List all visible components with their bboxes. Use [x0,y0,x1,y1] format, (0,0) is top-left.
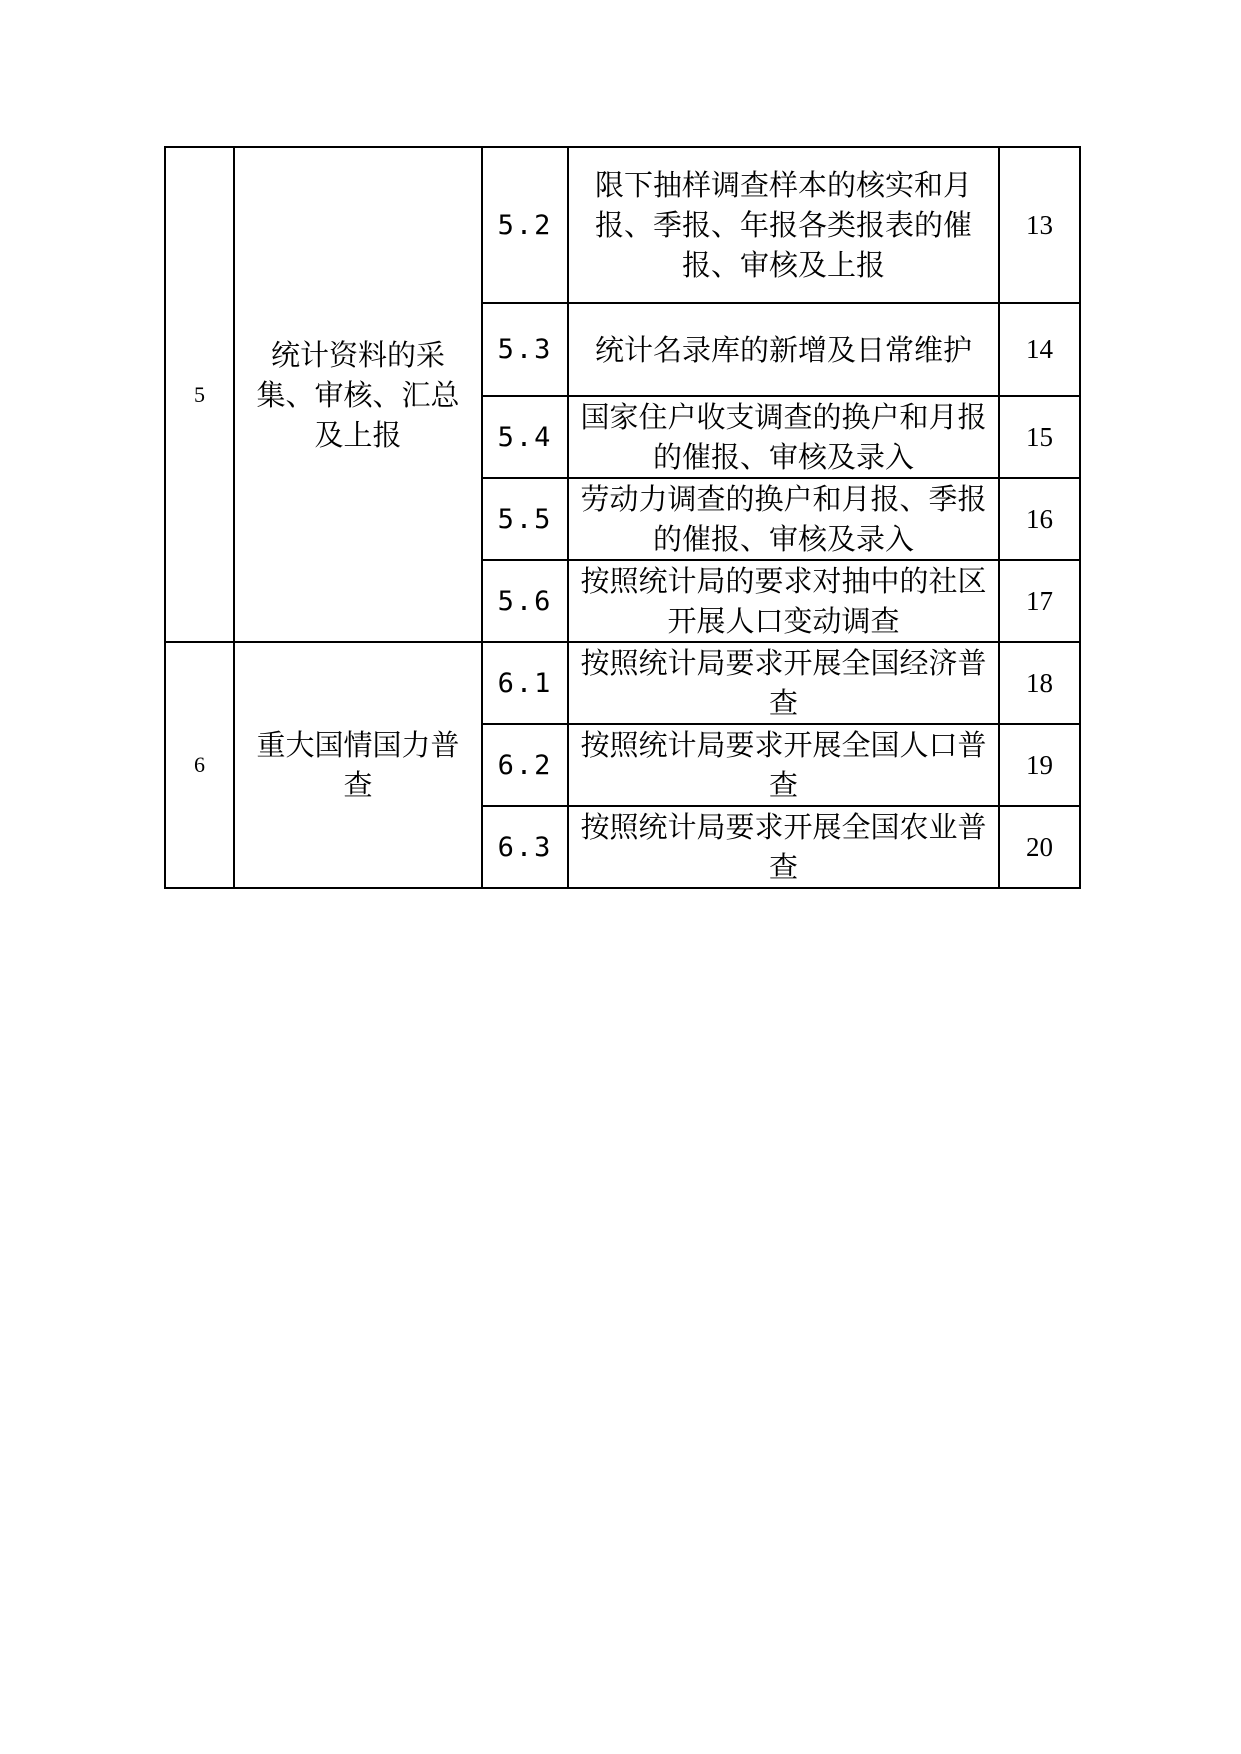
table-row [165,147,1080,303]
group-category-cell: 重大国情国力普查 [234,642,482,888]
item-page-cell: 13 [999,147,1080,303]
item-description-cell: 按照统计局要求开展全国人口普查 [568,724,999,806]
item-page-cell: 15 [999,396,1080,478]
item-number-cell: 6.2 [482,724,568,806]
item-number-cell: 6.3 [482,806,568,888]
item-page-cell: 20 [999,806,1080,888]
item-number-cell: 5.6 [482,560,568,642]
item-description-cell: 限下抽样调查样本的核实和月报、季报、年报各类报表的催报、审核及上报 [568,147,999,303]
item-description-cell: 国家住户收支调查的换户和月报的催报、审核及录入 [568,396,999,478]
item-page-cell: 17 [999,560,1080,642]
item-description-cell: 劳动力调查的换户和月报、季报的催报、审核及录入 [568,478,999,560]
item-page-cell: 19 [999,724,1080,806]
item-page-cell: 18 [999,642,1080,724]
group-category-cell: 统计资料的采集、审核、汇总及上报 [234,147,482,642]
item-page-cell: 14 [999,303,1080,396]
item-description-cell: 统计名录库的新增及日常维护 [568,303,999,396]
item-description-cell: 按照统计局的要求对抽中的社区开展人口变动调查 [568,560,999,642]
group-number-cell: 5 [165,147,234,642]
group-number-cell: 6 [165,642,234,888]
item-number-cell: 5.3 [482,303,568,396]
item-description-cell: 按照统计局要求开展全国农业普查 [568,806,999,888]
item-number-cell: 5.4 [482,396,568,478]
item-number-cell: 5.2 [482,147,568,303]
index-table [164,146,1081,889]
item-description-cell: 按照统计局要求开展全国经济普查 [568,642,999,724]
item-number-cell: 6.1 [482,642,568,724]
table-row [165,642,1080,724]
item-page-cell: 16 [999,478,1080,560]
item-number-cell: 5.5 [482,478,568,560]
